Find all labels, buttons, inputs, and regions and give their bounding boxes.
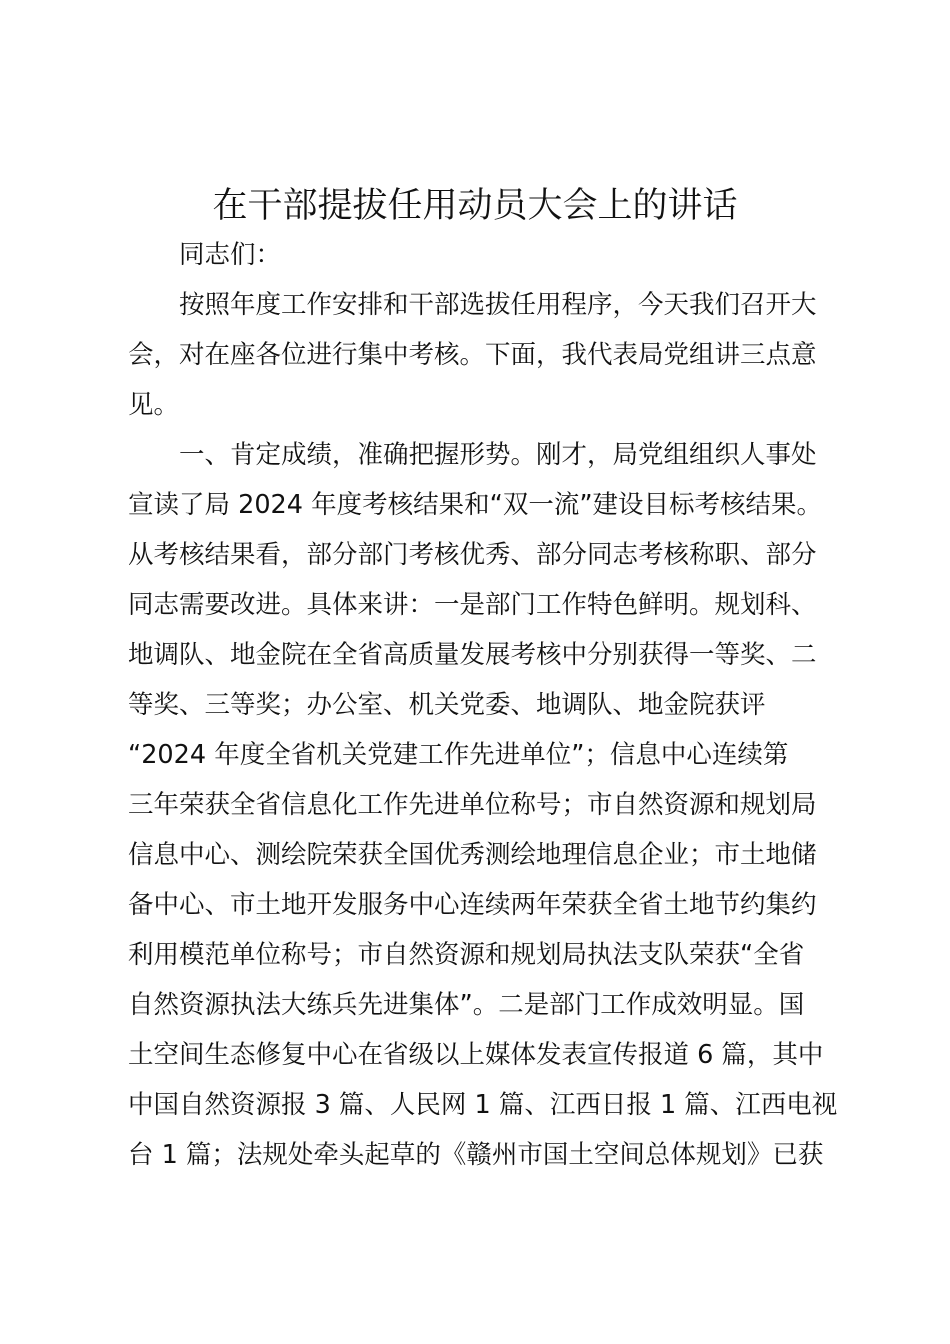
document-body bbox=[128, 230, 838, 1180]
paragraph-line: 从考核结果看，部分部门考核优秀、部分同志考核称职、部分 bbox=[128, 540, 817, 570]
salutation: 同志们： bbox=[179, 240, 282, 270]
paragraph-line: 备中心、市土地开发服务中心连续两年荣获全省土地节约集约 bbox=[128, 890, 817, 920]
paragraph-line: 同志需要改进。具体来讲：一是部门工作特色鲜明。规划科、 bbox=[128, 590, 817, 620]
paragraph-line: 土空间生态修复中心在省级以上媒体发表宣传报道 6 篇，其中 bbox=[128, 1040, 824, 1070]
paragraph-line: 宣读了局 2024 年度考核结果和“双一流”建设目标考核结果。 bbox=[128, 490, 823, 520]
section-heading-line: 一、肯定成绩，准确把握形势。刚才，局党组组织人事处 bbox=[179, 440, 817, 470]
paragraph-line: 中国自然资源报 3 篇、人民网 1 篇、江西日报 1 篇、江西电视 bbox=[128, 1090, 838, 1120]
paragraph-line: 利用模范单位称号；市自然资源和规划局执法支队荣获“全省 bbox=[128, 940, 805, 970]
paragraph-line: 见。 bbox=[128, 390, 180, 420]
paragraph-line: 信息中心、测绘院荣获全国优秀测绘地理信息企业；市土地储 bbox=[128, 840, 817, 870]
paragraph-line: “2024 年度全省机关党建工作先进单位”；信息中心连续第 bbox=[128, 740, 789, 770]
document-title: 在干部提拔任用动员大会上的讲话 bbox=[212, 186, 738, 226]
paragraph-line: 自然资源执法大练兵先进集体”。二是部门工作成效明显。国 bbox=[128, 990, 805, 1020]
paragraph-line: 台 1 篇；法规处牵头起草的《赣州市国土空间总体规划》已获 bbox=[128, 1140, 824, 1170]
paragraph-line: 等奖、三等奖；办公室、机关党委、地调队、地金院获评 bbox=[128, 690, 766, 720]
paragraph-line: 会，对在座各位进行集中考核。下面，我代表局党组讲三点意 bbox=[128, 340, 817, 370]
paragraph-line: 三年荣获全省信息化工作先进单位称号；市自然资源和规划局 bbox=[128, 790, 817, 820]
paragraph-line: 地调队、地金院在全省高质量发展考核中分别获得一等奖、二 bbox=[128, 640, 817, 670]
paragraph-line: 按照年度工作安排和干部选拔任用程序，今天我们召开大 bbox=[179, 290, 817, 320]
